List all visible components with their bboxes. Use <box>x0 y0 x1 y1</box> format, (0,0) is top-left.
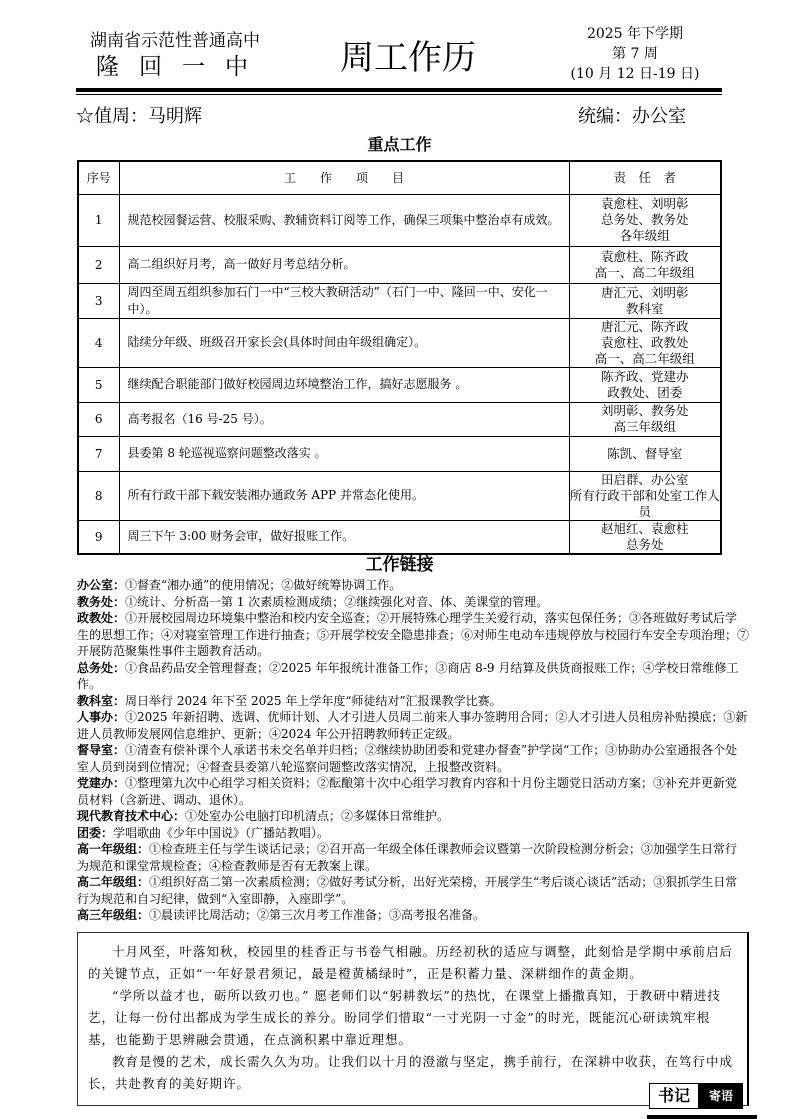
department-tasks: 周日举行 2024 年下至 2025 年上学年度“师徒结对”汇报课教学比赛。 <box>125 693 502 708</box>
department-tasks: ①开展校园周边环境集中整治和校内安全巡查；②开展特殊心理学生关爱行动，落实包保任务；③各班做好考试后学生的思想工作；④对寝室管理工作进行抽查；⑤开展学校安全隐患排查；⑥对师生电动车违规停放与校园行车安全专项治理；⑦开展防范聚集性事件主题教育活动。 <box>77 611 750 658</box>
table-row <box>78 436 721 471</box>
column-header: 责 任 者 <box>569 161 721 194</box>
department-label: 团委： <box>77 825 114 840</box>
table-row <box>78 283 721 318</box>
link-item <box>77 693 749 710</box>
table-row <box>78 318 721 367</box>
school-description: 湖南省示范性普通高中 <box>90 31 260 51</box>
link-item <box>77 742 749 775</box>
date-range: (10 月 12 日-19 日) <box>570 66 700 82</box>
responsible-line: 唐汇元、陈齐政 <box>600 318 689 334</box>
responsible-line: 唐汇元、刘明彰 <box>600 284 689 300</box>
department-label: 高二年级组： <box>77 875 150 889</box>
department-tasks: ①处室办公电脑打印机清点；②多媒体日常维护。 <box>185 809 450 823</box>
column-header: 序号 <box>78 161 119 194</box>
department-label: 总务处： <box>77 660 126 675</box>
responsible <box>569 246 721 283</box>
responsible-line: 各年级组 <box>619 228 670 243</box>
responsible-line: 高一、高二年级组 <box>594 264 695 280</box>
key-work-table <box>77 160 722 555</box>
responsible-line: 田启群、办公室 <box>600 471 689 487</box>
link-item <box>77 825 749 842</box>
week: 第 7 周 <box>612 46 658 62</box>
message-paragraph: “学所以益才也，砺所以致刃也。” 愿老师们以“躬耕教坛”的热忱，在课堂上播撒真知，于教研中精进技艺，让每一份付出都成为学生成长的养分。盼同学们惜取“一寸光阴一寸金”的时光，既能沉心研读筑牢根基，也能勤于思辨融会贯通，在点滴积累中靠近理想。 <box>88 987 721 1047</box>
work-item: 高考报名（16 号-25 号）。 <box>119 402 569 436</box>
work-item: 高二组织好月考，高一做好月考总结分析。 <box>119 246 569 283</box>
department-tasks: ①组织好高二第一次素质检测；②做好考试分析，出好光荣榜，开展学生“考后谈心谈话”活动；③狠抓学生日常行为规范和自习纪律，做到“入室即静，入座即学”。 <box>77 875 738 906</box>
table-row <box>78 367 721 402</box>
link-item <box>77 709 749 742</box>
responsible-line: 刘明彰、教务处 <box>600 403 689 418</box>
responsible <box>569 520 721 554</box>
department-tasks: ①督查“湘办通”的使用情况；②做好统筹协调工作。 <box>125 578 402 592</box>
work-links <box>77 577 749 924</box>
department-label: 现代教育技术中心： <box>77 809 186 823</box>
school-name: 隆回一中 <box>96 54 268 80</box>
badge <box>649 1083 743 1109</box>
work-item: 继续配合职能部门做好校园周边环境整治工作，搞好志愿服务 。 <box>119 367 569 402</box>
divider <box>76 94 722 95</box>
department-tasks: ①整理第九次中心组学习相关资料；②酝酿第十次中心组学习教育内容和十月份主题党日活动方案；③补充并更新党员材料（含新进、调动、退休）。 <box>77 776 738 807</box>
responsible-line: 高三年级组 <box>613 419 676 434</box>
link-item <box>77 594 749 611</box>
work-item: 周三下午 3:00 财务会审，做好报账工作。 <box>119 520 569 554</box>
row-number: 6 <box>78 402 119 436</box>
table-row <box>78 402 721 436</box>
responsible-line: 陈凯、督导室 <box>607 445 683 461</box>
responsible <box>569 318 721 367</box>
table-row <box>78 246 721 283</box>
responsible-line: 所有行政干部和处室工作人员 <box>569 487 720 519</box>
department-tasks: ①食品药品安全管理督查；②2025 年年报统计准备工作；③商店 8-9 月结算及供货商报账工作；④学校日常维修工作。 <box>77 660 739 691</box>
responsible-line: 袁愈柱、陈齐政 <box>600 248 689 264</box>
responsible <box>569 402 721 436</box>
link-item <box>77 610 749 660</box>
work-item: 陆续分年级、班级召开家长会(具体时间由年级组确定）。 <box>119 318 569 367</box>
responsible-line: 高一、高二年级组 <box>594 350 695 366</box>
link-item <box>77 660 749 693</box>
department-label: 人事办： <box>77 710 126 724</box>
work-item: 县委第 8 轮巡视巡察问题整改落实 。 <box>119 436 569 471</box>
row-number: 4 <box>78 318 119 367</box>
responsible-line: 政教处、团委 <box>607 384 683 400</box>
row-number: 1 <box>78 194 119 246</box>
message-paragraph: 教育是慢的艺术，成长需久久为功。让我们以十月的澄澈与坚定，携手前行，在深耕中收获，在笃行中成长，共赴教育的美好期许。 <box>88 1053 734 1091</box>
responsible <box>569 436 721 471</box>
key-work-heading: 重点工作 <box>367 135 432 154</box>
responsible <box>569 194 721 246</box>
editor: 统编：办公室 <box>578 106 686 127</box>
work-item: 周四至周五组织参加石门一中“三校大教研活动”（石门一中、隆回一中、安化一中）。 <box>119 283 569 318</box>
divider <box>76 88 722 92</box>
link-item <box>77 907 749 924</box>
table-row <box>78 471 721 520</box>
responsible-line: 陈齐政、党建办 <box>600 368 689 384</box>
department-tasks: ①晨读评比周活动；②第三次月考工作准备；③高考报名准备。 <box>149 908 486 922</box>
row-number: 8 <box>78 471 119 520</box>
badge-message: 寄语 <box>699 1083 743 1109</box>
badge-secretary: 书记 <box>649 1083 699 1109</box>
department-label: 办公室： <box>77 578 126 592</box>
responsible-line: 袁愈柱、政教处 <box>600 334 689 350</box>
department-label: 高三年级组： <box>77 908 150 922</box>
department-tasks: ①2025 年新招聘、选调、优师计划、人才引进人员周二前来人事办签聘用合同；②人才引进人员租房补贴摸底；③新进人员教师发展网信息维护、更新；④2024 年公开招聘教师转正定级。 <box>77 710 748 741</box>
row-number: 2 <box>78 246 119 283</box>
divider <box>647 1115 757 1119</box>
responsible-line: 总务处、教务处 <box>600 212 689 227</box>
responsible <box>569 471 721 520</box>
content-flow <box>77 160 749 1106</box>
row-number: 9 <box>78 520 119 554</box>
term-info <box>560 24 710 84</box>
responsible <box>569 283 721 318</box>
department-label: 教务处： <box>77 594 126 609</box>
department-label: 督导室： <box>77 743 126 757</box>
row-number: 3 <box>78 283 119 318</box>
responsible-line: 袁愈柱、刘明彰 <box>600 196 689 211</box>
department-tasks: 学唱歌曲《少年中国说》（广播站教唱）。 <box>113 825 330 840</box>
work-item: 规范校园餐运营、校服采购、教辅资料订阅等工作，确保三项集中整治卓有成效。 <box>119 194 569 246</box>
link-item <box>77 841 749 874</box>
department-tasks: ①清查有偿补课个人承诺书未交名单并归档；②继续协助团委和党建办督查”护学岗“工作；③协助办公室通报各个处室人员到岗到位情况；④督查县委第八轮巡察问题整改落实情况，上报整改资料。 <box>77 743 738 774</box>
table-row <box>78 194 721 246</box>
department-label: 政教处： <box>77 611 126 625</box>
responsible-line: 赵旭红、袁愈柱 <box>600 520 689 536</box>
table-row <box>78 520 721 554</box>
term: 2025 年下学期 <box>586 26 684 42</box>
responsible-line: 总务处 <box>625 536 664 552</box>
page-title: 周工作历 <box>340 38 476 78</box>
link-item <box>77 874 749 907</box>
department-label: 教科室： <box>77 693 126 708</box>
message-box <box>77 932 749 1106</box>
department-tasks: ①检查班主任与学生谈话记录；②召开高一年级全体任课教师会议暨第一次阶段检测分析会；③加强学生日常行为规范和课堂常规检查；④检查教师是否有无教案上课。 <box>77 842 738 873</box>
row-number: 7 <box>78 436 119 471</box>
link-item <box>77 577 749 594</box>
responsible-line: 教科室 <box>625 300 664 316</box>
work-item: 所有行政干部下载安装湘办通政务 APP 并常态化使用。 <box>119 471 569 520</box>
message-paragraph: 十月风至，叶落知秋，校园里的桂香正与书卷气相融。历经初秋的适应与调整，此刻恰是学期中承前启后的关键节点，正如“一年好景君须记，最是橙黄橘绿时”，正是积蓄力量、深耕细作的黄金期。 <box>88 943 734 981</box>
department-label: 高一年级组： <box>77 842 150 856</box>
column-header: 工 作 项 目 <box>119 161 569 194</box>
duty-officer: ☆值周：马明辉 <box>76 106 202 127</box>
department-label: 党建办： <box>77 776 126 790</box>
links-heading: 工作链接 <box>365 555 434 575</box>
link-item <box>77 775 749 808</box>
responsible <box>569 367 721 402</box>
link-item <box>77 808 749 825</box>
department-tasks: ①统计、分析高一第 1 次素质检测成绩；②继续强化对音、体、美课堂的管理。 <box>125 594 549 609</box>
row-number: 5 <box>78 367 119 402</box>
